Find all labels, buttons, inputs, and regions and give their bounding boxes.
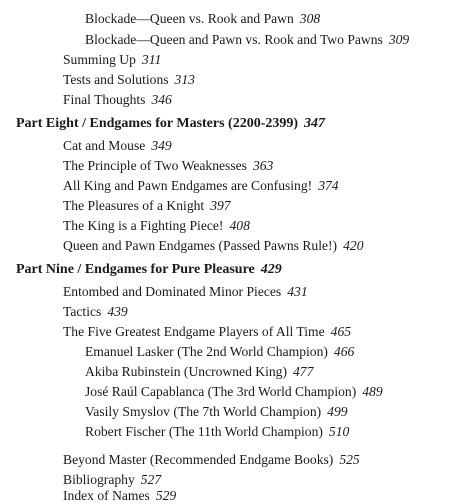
toc-entry-page: 510 [328, 424, 350, 439]
toc-entry-page: 374 [318, 178, 339, 193]
toc-entry-bibliography [63, 472, 161, 488]
toc-entry-page: 465 [330, 324, 352, 339]
toc-part-eight-heading [16, 116, 325, 132]
toc-entry-page: 529 [155, 488, 177, 503]
toc-entry-page: 499 [327, 404, 348, 419]
toc-entry-page: 525 [339, 452, 360, 467]
toc-entry-page: 363 [252, 158, 274, 173]
toc-entry-title: Entombed and Dominated Minor Pieces [63, 284, 282, 299]
toc-entry-capablanca [85, 384, 383, 400]
toc-entry-blockade-queen-vs-rook [85, 11, 320, 27]
toc-entry-title: Bibliography [63, 472, 135, 487]
toc-part-nine-heading [16, 262, 282, 278]
toc-entry-king-fighting-piece [63, 218, 250, 234]
toc-entry-title: The King is a Fighting Piece! [63, 218, 224, 233]
toc-entry-rubinstein [85, 364, 313, 380]
toc-entry-title: All King and Pawn Endgames are Confusing! [63, 178, 313, 193]
toc-entry-page: 346 [151, 92, 172, 107]
toc-entry-summing-up [63, 52, 161, 68]
toc-entry-final-thoughts [63, 92, 172, 108]
toc-entry-title: Summing Up [63, 52, 136, 67]
toc-entry-page: 308 [299, 11, 321, 26]
toc-entry-tests-and-solutions [63, 72, 195, 88]
toc-entry-page: 309 [388, 32, 410, 47]
toc-entry-blockade-queen-pawn [85, 32, 409, 48]
toc-entry-page: 527 [140, 472, 162, 487]
toc-entry-page: 420 [343, 238, 364, 253]
toc-entry-title: Vasily Smyslov (The 7th World Champion) [85, 404, 322, 419]
toc-part-title: Part Nine / Endgames for Pure Pleasure [16, 262, 255, 277]
toc-entry-pleasures-of-knight [63, 198, 231, 214]
toc-part-page: 347 [304, 116, 326, 131]
toc-entry-page: 489 [362, 384, 383, 399]
toc-entry-two-weaknesses [63, 158, 273, 174]
toc-entry-title: Blockade—Queen vs. Rook and Pawn [85, 11, 294, 26]
toc-entry-page: 477 [292, 364, 314, 379]
toc-entry-title: Blockade—Queen and Pawn vs. Rook and Two Pawns [85, 32, 383, 47]
toc-entry-title: Robert Fischer (The 11th World Champion) [85, 424, 323, 439]
toc-entry-title: Tactics [63, 304, 102, 319]
toc-entry-title: Index of Names [63, 488, 150, 503]
toc-entry-title: Akiba Rubinstein (Uncrowned King) [85, 364, 287, 379]
toc-entry-king-and-pawn [63, 178, 339, 194]
toc-entry-page: 349 [151, 138, 172, 153]
toc-entry-lasker [85, 344, 354, 360]
toc-entry-title: The Five Greatest Endgame Players of All Time [63, 324, 325, 339]
toc-entry-index-of-names [63, 488, 176, 504]
toc-entry-entombed-minor-pieces [63, 284, 308, 300]
toc-entry-page: 408 [229, 218, 250, 233]
toc-part-page: 429 [260, 262, 282, 277]
toc-entry-smyslov [85, 404, 348, 420]
toc-entry-page: 313 [174, 72, 195, 87]
toc-entry-title: Queen and Pawn Endgames (Passed Pawns Rule!) [63, 238, 338, 253]
toc-entry-beyond-master [63, 452, 360, 468]
toc-entry-page: 311 [141, 52, 162, 67]
toc-part-title: Part Eight / Endgames for Masters (2200-2399) [16, 116, 299, 131]
toc-entry-title: Emanuel Lasker (The 2nd World Champion) [85, 344, 328, 359]
toc-entry-page: 466 [333, 344, 355, 359]
toc-entry-page: 431 [287, 284, 308, 299]
toc-entry-queen-and-pawn [63, 238, 363, 254]
toc-entry-title: Tests and Solutions [63, 72, 169, 87]
toc-entry-page: 397 [210, 198, 231, 213]
toc-entry-title: Final Thoughts [63, 92, 146, 107]
toc-entry-fischer [85, 424, 349, 440]
toc-entry-tactics [63, 304, 128, 320]
toc-entry-title: Beyond Master (Recommended Endgame Books) [63, 452, 334, 467]
toc-entry-title: Cat and Mouse [63, 138, 146, 153]
toc-entry-five-greatest [63, 324, 351, 340]
toc-entry-title: The Principle of Two Weaknesses [63, 158, 247, 173]
toc-entry-page: 439 [107, 304, 128, 319]
toc-entry-title: José Raúl Capablanca (The 3rd World Champion) [85, 384, 357, 399]
toc-entry-cat-and-mouse [63, 138, 172, 154]
toc-entry-title: The Pleasures of a Knight [63, 198, 205, 213]
